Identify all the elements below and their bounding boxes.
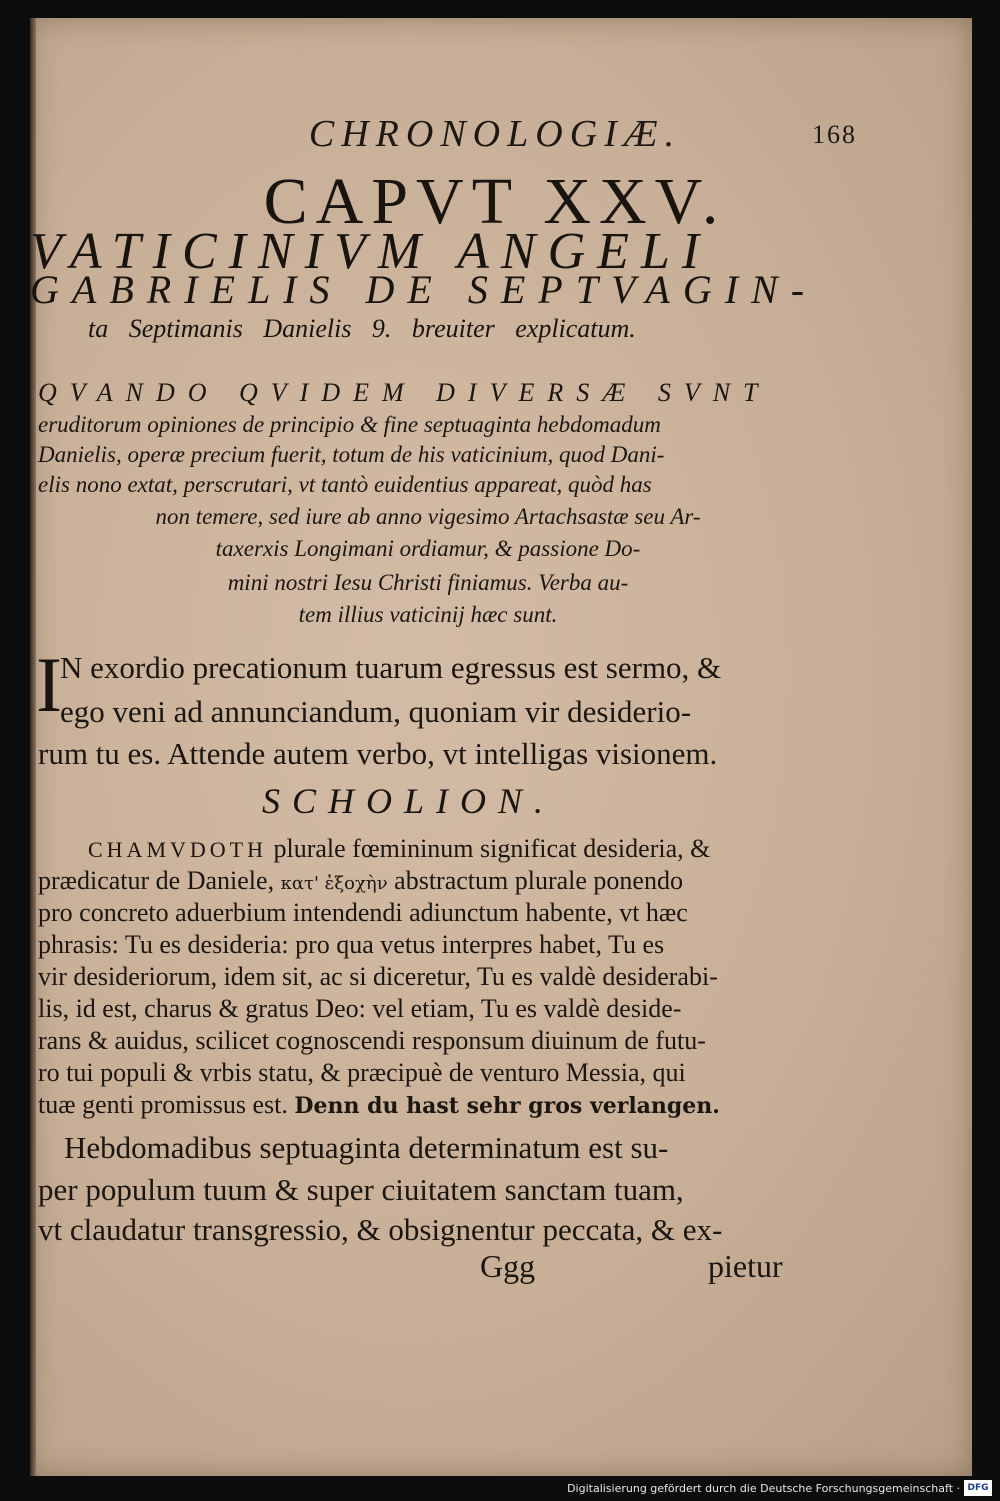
title-line-3: ta Septimanis Danielis 9. breuiter explicatum. bbox=[88, 314, 636, 343]
catchword: pietur bbox=[708, 1248, 783, 1284]
page-number: 168 bbox=[812, 120, 857, 149]
intro-line: tem illius vaticinij hæc sunt. bbox=[298, 602, 558, 627]
greek-phrase: κατ' ἐξοχὴν bbox=[280, 873, 388, 894]
verse-line: vt claudatur transgressio, & obsignentur peccata, & ex- bbox=[38, 1212, 723, 1247]
note-line: ro tui populi & vrbis statu, & præcipuè de venturo Messia, qui bbox=[38, 1058, 686, 1087]
intro-line: mini nostri Iesu Christi finiamus. Verba au- bbox=[227, 570, 629, 595]
note-text: abstractum plurale ponendo bbox=[394, 866, 683, 895]
verse-line: per populum tuum & super ciuitatem sanctam tuam, bbox=[38, 1172, 684, 1207]
note-text: plurale fœmininum significat desideria, & bbox=[273, 834, 711, 863]
note-line: vir desideriorum, idem sit, ac si diceretur, Tu es valdè desiderabi- bbox=[38, 962, 718, 991]
note-line bbox=[38, 1090, 818, 1120]
note-line bbox=[38, 866, 818, 896]
running-head: CHRONOLOGIÆ. bbox=[308, 113, 682, 155]
dfg-logo-icon: DFG bbox=[964, 1480, 992, 1496]
intro-line: taxerxis Longimani ordiamur, & passione Do- bbox=[215, 536, 641, 561]
intro-line: non temere, sed iure ab anno vigesimo Artachsastæ seu Ar- bbox=[155, 504, 701, 529]
title-line-1: VATICINIVM ANGELI bbox=[30, 223, 712, 280]
chapter-heading: CAPVT XXV. bbox=[263, 165, 727, 238]
intro-line: Danielis, operæ precium fuerit, totum de his vaticinium, quod Dani- bbox=[38, 442, 665, 467]
title-line-2: GABRIELIS DE SEPTVAGIN- bbox=[30, 267, 818, 312]
drop-initial: I bbox=[36, 641, 62, 728]
note-line bbox=[88, 834, 868, 864]
note-line: phrasis: Tu es desideria: pro qua vetus interpres habet, Tu es bbox=[38, 930, 665, 959]
intro-line: eruditorum opiniones de principio & fine septuaginta hebdomadum bbox=[38, 412, 661, 437]
note-lead-word: CHAMVDOTH bbox=[88, 837, 267, 862]
note-line: pro concreto aduerbium intendendi adiunctum habente, vt hæc bbox=[38, 898, 688, 927]
digitization-credit: Digitalisierung gefördert durch die Deutsche Forschungsgemeinschaft · bbox=[567, 1482, 960, 1495]
verse-line: rum tu es. Attende autem verbo, vt intelligas visionem. bbox=[38, 736, 718, 771]
verse-line: ego veni ad annunciandum, quoniam vir desiderio- bbox=[60, 694, 692, 729]
intro-line: QVANDO QVIDEM DIVERSÆ SVNT bbox=[38, 378, 771, 407]
signature-mark: Ggg bbox=[480, 1248, 536, 1284]
note-text: tuæ genti promissus est. bbox=[38, 1090, 288, 1119]
verse-line: Hebdomadibus septuaginta determinatum est su- bbox=[64, 1130, 669, 1165]
intro-line: elis nono extat, perscrutari, vt tantò euidentius appareat, quòd has bbox=[38, 472, 652, 497]
note-line: lis, id est, charus & gratus Deo: vel etiam, Tu es valdè deside- bbox=[38, 994, 682, 1023]
verse-line: N exordio precationum tuarum egressus est sermo, & bbox=[60, 650, 722, 685]
note-text: prædicatur de Daniele, bbox=[38, 866, 275, 895]
note-line: rans & auidus, scilicet cognoscendi responsum diuinum de futu- bbox=[38, 1026, 706, 1055]
scholion-heading: SCHOLION. bbox=[262, 781, 556, 821]
german-phrase: Denn du hast sehr gros verlangen. bbox=[294, 1093, 720, 1119]
